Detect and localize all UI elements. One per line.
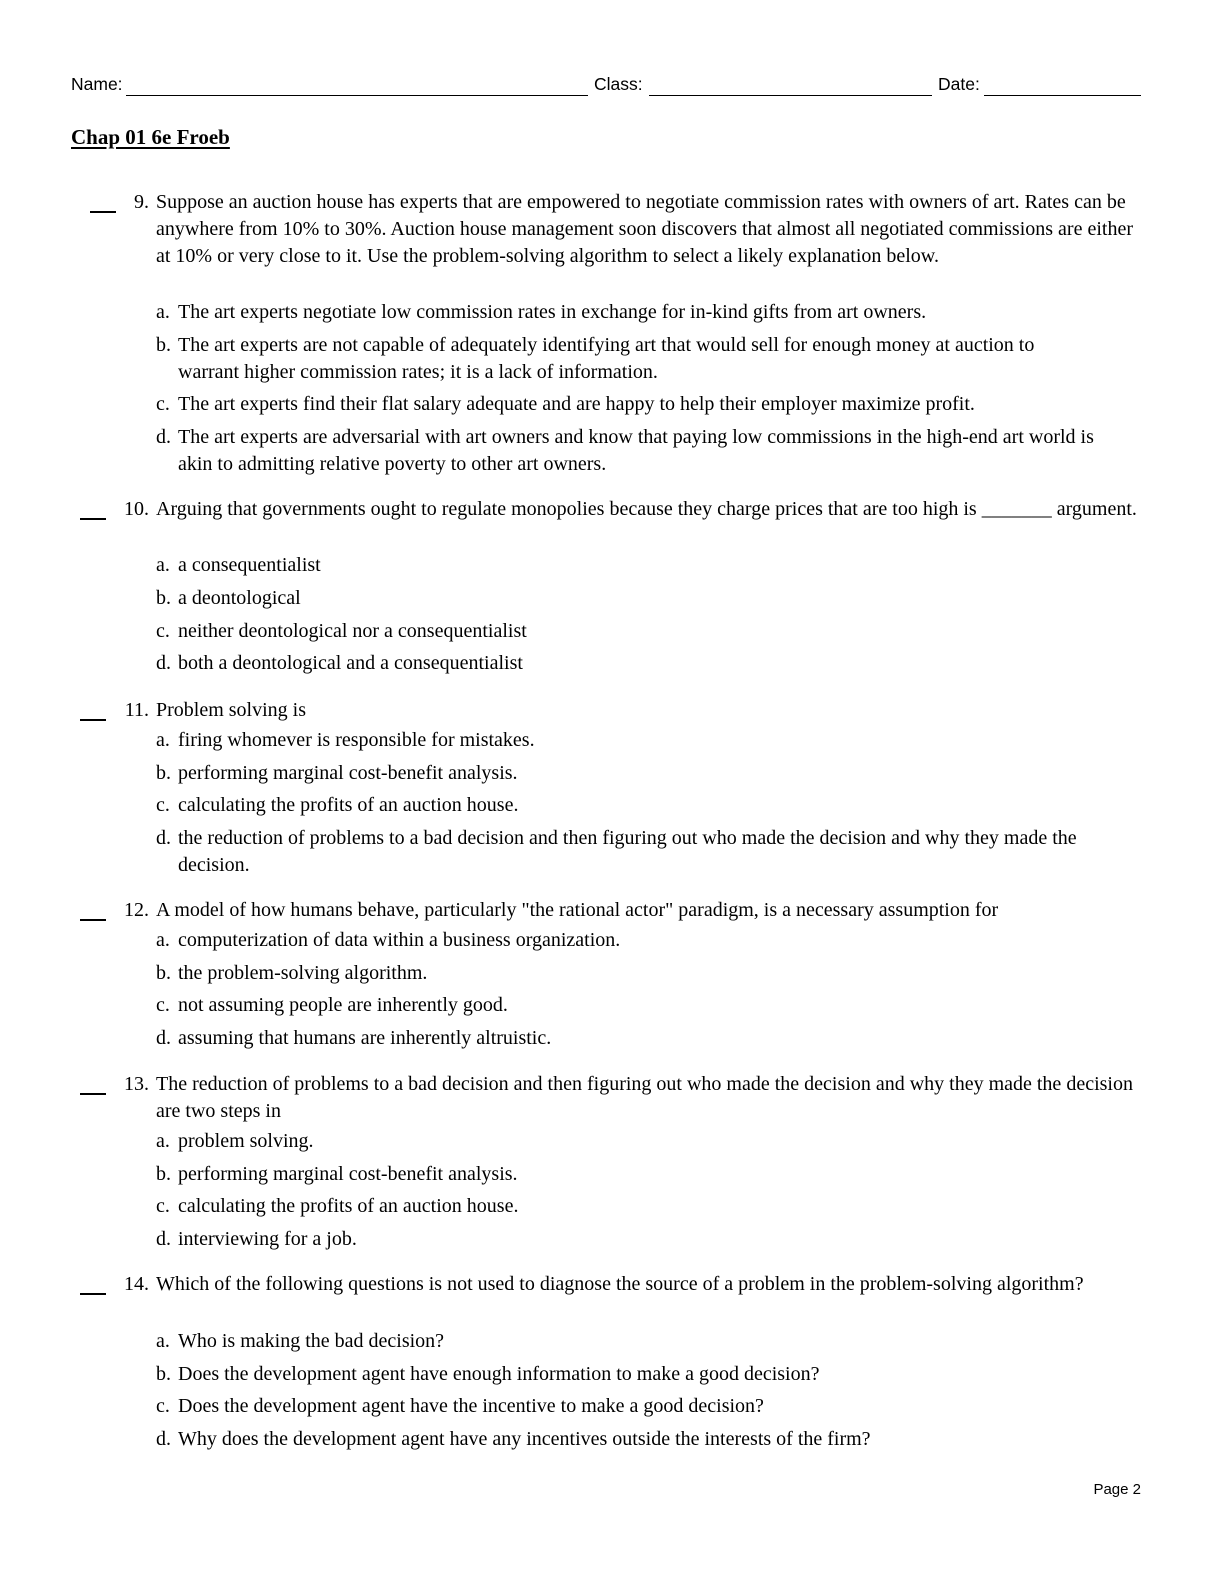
question-number: 14. [124,1273,149,1295]
option-letter: d. [156,1027,171,1049]
option-letter: c. [156,1195,170,1217]
option-letter: d. [156,827,171,849]
question-text: A model of how humans behave, particularly "the rational actor" paradigm, is a necessary assumption for [156,899,999,921]
question-text: The reduction of problems to a bad decision and then figuring out who made the decision and why they made the decision are two steps in [156,1073,1133,1122]
option-text: performing marginal cost-benefit analysis. [178,1163,518,1185]
date-blank-line[interactable] [984,95,1141,96]
option-letter: a. [156,729,170,751]
option-text: interviewing for a job. [178,1228,357,1250]
option-text: The art experts negotiate low commission rates in exchange for in-kind gifts from art owners. [178,301,927,323]
question-number: 9. [134,191,149,213]
option-letter: b. [156,962,171,984]
answer-blank[interactable] [80,719,106,721]
option-text: computerization of data within a business organization. [178,929,621,951]
option-letter: c. [156,994,170,1016]
option-text: firing whomever is responsible for mistakes. [178,729,535,751]
option-text: assuming that humans are inherently altruistic. [178,1027,552,1049]
date-field[interactable] [938,72,1141,98]
option-letter: d. [156,1228,171,1250]
option-letter: a. [156,1130,170,1152]
answer-blank[interactable] [80,518,106,520]
option-letter: d. [156,426,171,448]
question-number: 10. [124,498,149,520]
option-letter: d. [156,1428,171,1450]
option-text: The art experts are adversarial with art owners and know that paying low commissions in the high-end art world is akin to admitting relative poverty to other art owners. [178,426,1094,475]
option-text: calculating the profits of an auction house. [178,1195,519,1217]
name-label: Name: [71,74,123,94]
chapter-title: Chap 01 6e Froeb [71,125,230,149]
option-text: Does the development agent have enough information to make a good decision? [178,1363,820,1385]
option-letter: a. [156,1330,170,1352]
option-letter: a. [156,929,170,951]
question-number: 12. [124,899,149,921]
class-field[interactable] [594,72,934,98]
question-number: 13. [124,1073,149,1095]
option-text: the reduction of problems to a bad decision and then figuring out who made the decision and why they made the decision. [178,827,1077,876]
student-info-header [71,72,1141,100]
option-letter: b. [156,1163,171,1185]
option-letter: b. [156,334,171,356]
name-blank-line[interactable] [126,95,588,96]
option-letter: b. [156,762,171,784]
answer-blank[interactable] [80,1293,106,1295]
option-text: performing marginal cost-benefit analysis. [178,762,518,784]
option-text: The art experts find their flat salary adequate and are happy to help their employer maximize profit. [178,393,975,415]
option-text: both a deontological and a consequentialist [178,652,523,674]
question-number: 11. [124,699,149,721]
option-text: The art experts are not capable of adequately identifying art that would sell for enough money at auction to warrant higher commission rates; it is a lack of information. [178,334,1035,383]
option-text: problem solving. [178,1130,314,1152]
option-text: a deontological [178,587,301,609]
option-letter: b. [156,1363,171,1385]
option-letter: c. [156,794,170,816]
option-letter: c. [156,393,170,415]
class-blank-line[interactable] [649,95,932,96]
question-text: Which of the following questions is not used to diagnose the source of a problem in the problem-solving algorithm? [156,1273,1084,1295]
option-text: a consequentialist [178,554,321,576]
answer-blank[interactable] [80,1093,106,1095]
date-label: Date: [938,74,980,94]
option-text: not assuming people are inherently good. [178,994,508,1016]
option-text: Why does the development agent have any incentives outside the interests of the firm? [178,1428,871,1450]
option-text: calculating the profits of an auction house. [178,794,519,816]
option-letter: a. [156,554,170,576]
name-field[interactable] [71,72,591,98]
option-letter: b. [156,587,171,609]
option-text: Who is making the bad decision? [178,1330,445,1352]
answer-blank[interactable] [80,919,106,921]
question-text: Arguing that governments ought to regulate monopolies because they charge prices that are too high is _______ argument. [156,498,1137,520]
question-text: Problem solving is [156,699,307,721]
option-text: neither deontological nor a consequentialist [178,620,527,642]
option-letter: a. [156,301,170,323]
option-letter: c. [156,1395,170,1417]
option-letter: d. [156,652,171,674]
page-number: Page 2 [1093,1481,1141,1498]
option-text: the problem-solving algorithm. [178,962,428,984]
option-letter: c. [156,620,170,642]
class-label: Class: [594,74,643,94]
question-text: Suppose an auction house has experts that are empowered to negotiate commission rates with owners of art. Rates can be anywhere from 10% to 30%. Auction house management soon discovers that almost all negotiated commissions are either at 10% or very close to it. Use the problem-solving algorithm to select a likely explanation below. [156,191,1133,267]
option-text: Does the development agent have the incentive to make a good decision? [178,1395,764,1417]
